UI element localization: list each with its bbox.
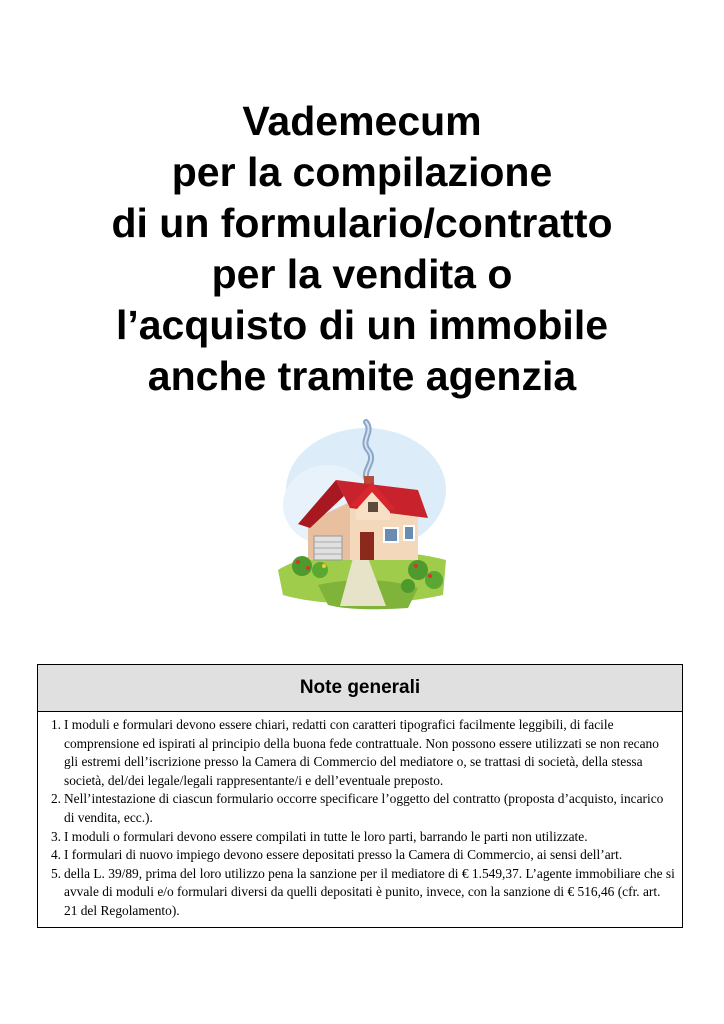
general-notes-box bbox=[37, 664, 683, 928]
notes-heading: Note generali bbox=[38, 665, 682, 712]
document-title bbox=[0, 96, 724, 402]
title-line: l’acquisto di un immobile bbox=[115, 302, 609, 348]
list-item bbox=[38, 846, 676, 865]
title-line: per la compilazione bbox=[171, 149, 553, 195]
list-item bbox=[38, 790, 676, 827]
house-icon bbox=[268, 410, 458, 610]
item-number: 5. bbox=[50, 865, 61, 881]
list-item bbox=[38, 716, 676, 790]
title-line: Vademecum bbox=[242, 98, 482, 144]
item-number: 3. bbox=[50, 828, 61, 844]
list-item bbox=[38, 865, 676, 921]
item-number: 1. bbox=[50, 717, 61, 732]
item-text: I formulari di nuovo impiego devono essere depositati presso la Camera di Commercio, ai sensi dell’art. bbox=[64, 847, 623, 863]
item-text: Nell’intestazione di ciascun formulario occorre specificare l’oggetto del contratto (proposta d’acquisto, incarico di vendita, ecc.). bbox=[64, 791, 664, 825]
title-line: di un formulario/contratto bbox=[111, 200, 613, 246]
item-text: I moduli e formulari devono essere chiari, redatti con caratteri tipografici facilmente leggibili, di facile comprensione ed ispirati al principio della buona fede contrattuale. Non possono essere utilizzati se non recano gli estremi dell’iscrizione presso la Camera di Commercio del mediatore o, se trattasi di società, della stessa società, del/dei legale/legali rappresentante/i e dell’eventuale preposto. bbox=[64, 717, 659, 788]
notes-list bbox=[38, 712, 682, 927]
item-text: della L. 39/89, prima del loro utilizzo pena la sanzione per il mediatore di € 1.549,37. L’agente immobiliare che si avvale di moduli e/o formulari diversi da quelli depositati è punito, invece, con la sanzione di € 516,46 (cfr. art. 21 del Regolamento). bbox=[64, 865, 675, 918]
item-number: 4. bbox=[50, 847, 61, 863]
title-line: per la vendita o bbox=[211, 251, 513, 297]
title-line: anche tramite agenzia bbox=[147, 353, 577, 399]
item-text: I moduli o formulari devono essere compilati in tutte le loro parti, barrando le parti non utilizzate. bbox=[64, 828, 588, 844]
item-number: 2. bbox=[50, 791, 61, 807]
list-item bbox=[38, 828, 676, 847]
